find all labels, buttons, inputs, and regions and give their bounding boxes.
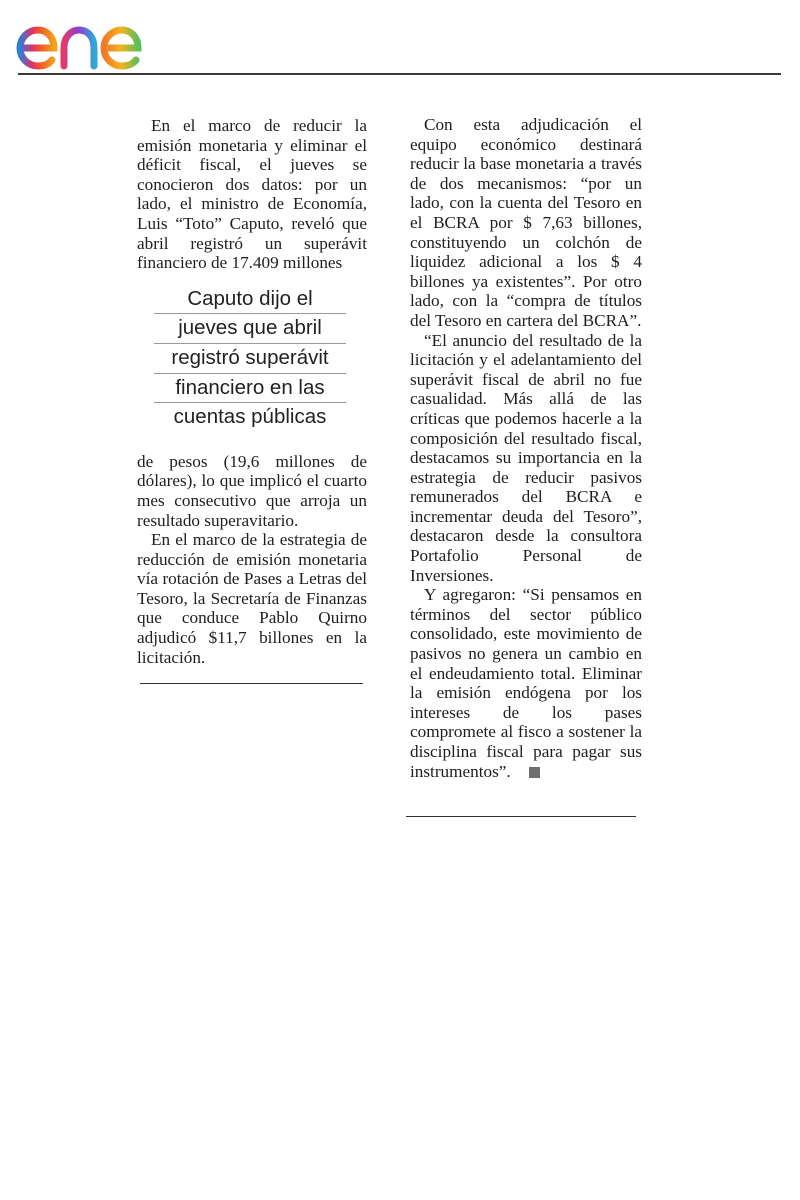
article-paragraph-text: Y agregaron: “Si pensamos en términos del sector público consolidado, este movimiento de pasivos no genera un cambio en el endeudamiento total. Eliminar la emisión endógena por los intereses de los pases compromete al fisco a sostener la disciplina fiscal para pagar sus instrumentos”. [410,585,642,781]
article-paragraph: Con esta adjudicación el equipo económico destinará reducir la base monetaria a través de dos mecanismos: “por un lado, con la cuenta del Tesoro en el BCRA por $ 7,63 billones, constituyendo un colchón de liquidez adicional a los $ 4 billones ya existentes”. Por otro lado, con la “compra de títulos del Tesoro en cartera del BCRA”. [410,115,642,330]
article-paragraph: de pesos (19,6 millones de dólares), lo que implicó el cuarto mes consecutivo que arroja un resultado superavitario. [137,451,367,530]
left-column-end-rule [140,683,363,684]
pull-quote [154,285,346,432]
header-divider [18,73,781,75]
pull-quote-line: cuentas públicas [173,405,327,429]
enel-logo [16,8,181,70]
pull-quote-line: jueves que abril [154,314,346,344]
article-right-column [410,115,642,781]
article-left-column [137,116,367,667]
article-paragraph: “El anuncio del resultado de la licitación y el adelantamiento del superávit fiscal de abril no fue casualidad. Más allá de las críticas que podemos hacerle a la composición del resultado fiscal, destacamos su importancia en la estrategia de reducir pasivos remunerados del BCRA e incrementar deuda del Tesoro”, destacaron desde la consultora Portafolio Personal de Inversiones. [410,330,642,585]
pull-quote-line: registró superávit [154,344,346,374]
pull-quote-line: Caputo dijo el [154,285,346,315]
right-column-end-rule [406,816,636,817]
pull-quote-line: financiero en las [154,374,346,404]
article-paragraph [410,585,642,781]
enel-logo-mark [16,8,181,70]
article-paragraph: En el marco de la estrategia de reducción de emisión monetaria vía rotación de Pases a Letras del Tesoro, la Secretaría de Finanzas que conduce Pablo Quirno adjudicó $11,7 billones en la licitación. [137,530,367,667]
article-paragraph: En el marco de reducir la emisión monetaria y eliminar el déficit fiscal, el jueves se conocieron dos datos: por un lado, el ministro de Economía, Luis “Toto” Caputo, reveló que abril registró un superávit financiero de 17.409 millones [137,116,367,273]
end-of-article-icon [529,767,540,778]
